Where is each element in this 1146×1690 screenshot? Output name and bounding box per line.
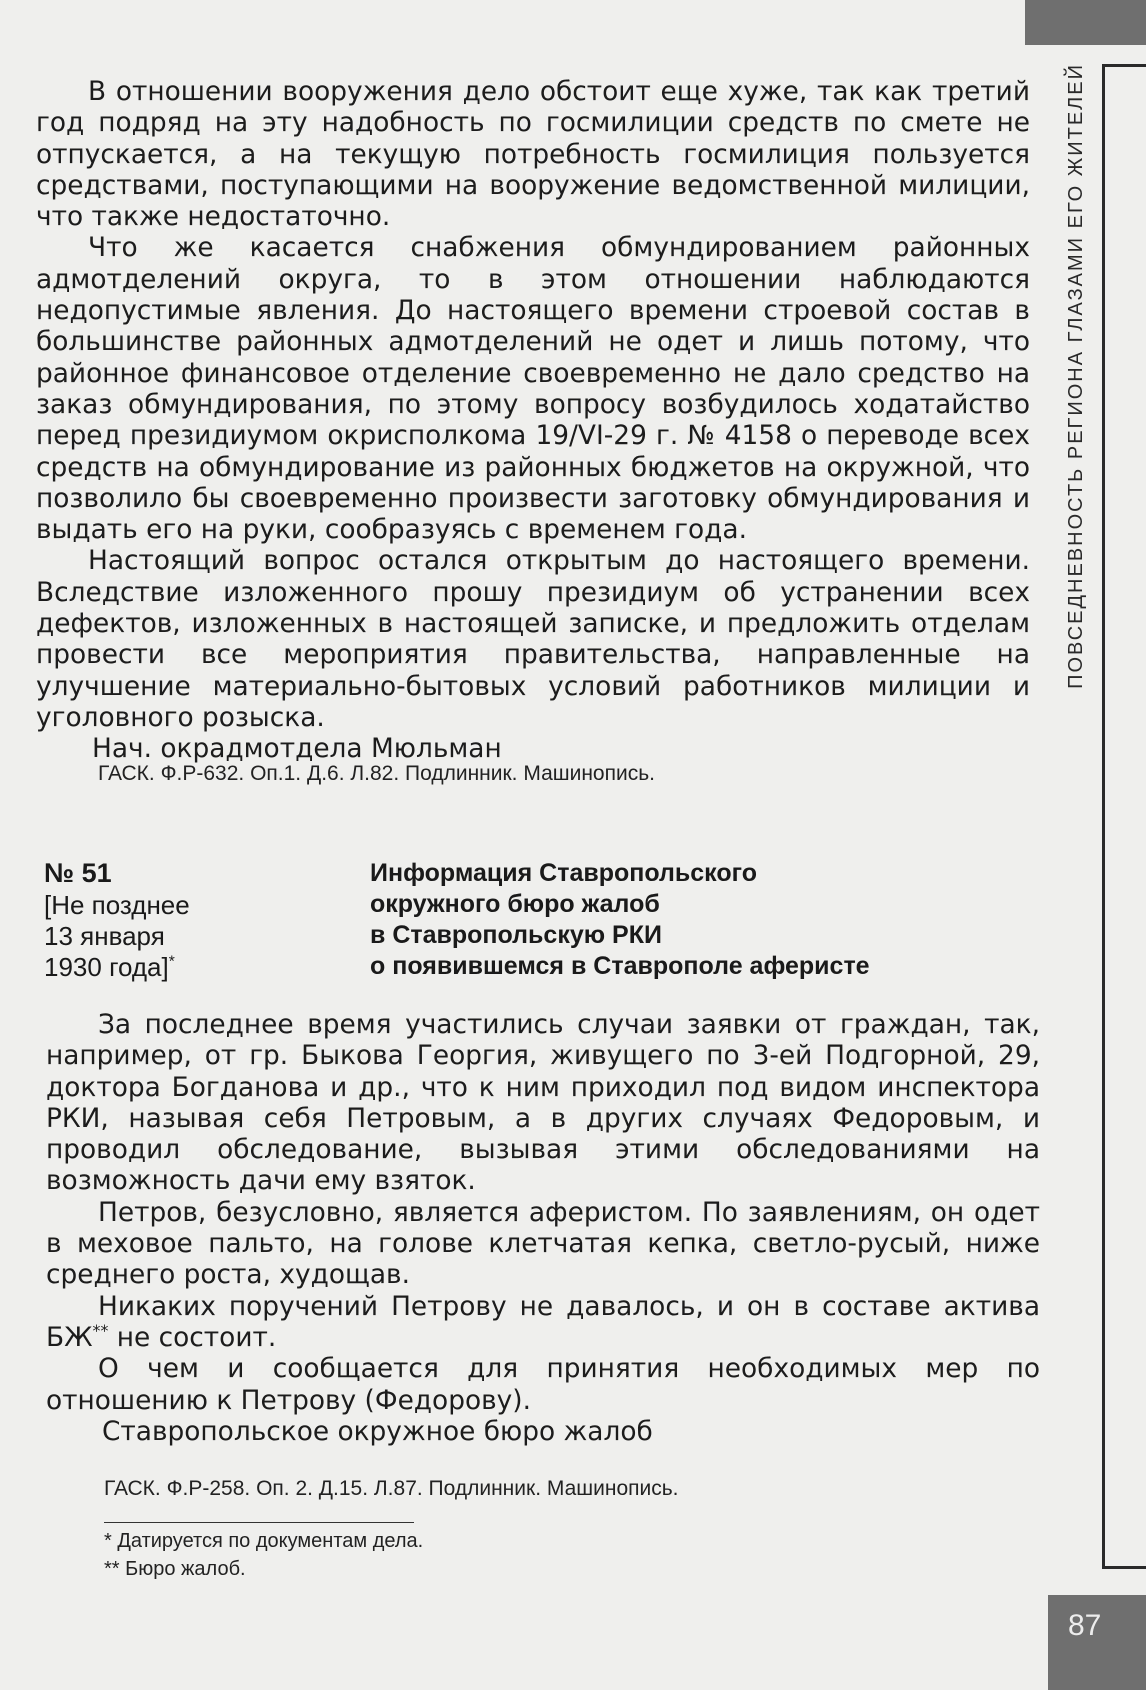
doc50-paragraph: Настоящий вопрос остался открытым до настоящего времени. Вследствие изложенного прошу президиум об устранении всех дефектов, изложенных в настоящей записке, и предложить отделам провести все мероприятия правительства, направленные на улучшение материально-бытовых условий работников милиции и уголовного розыска.	[36, 545, 1030, 733]
footnote-divider	[104, 1522, 414, 1523]
side-running-title	[1058, 64, 1094, 688]
footnote: ** Бюро жалоб.	[104, 1558, 246, 1580]
top-tab-decoration	[1025, 0, 1146, 45]
doc-title-line: в Ставропольскую РКИ	[370, 921, 662, 949]
page-number-box	[1048, 1595, 1146, 1690]
doc50-paragraph: Что же касается снабжения обмундированием районных адмотделений округа, то в этом отношении наблюдаются недопустимые явления. До настоящего времени строевой состав в большинстве районных адмотделений не одет и лишь потому, что районное финансовое отделение своевременно не дало средство на заказ обмундирования, по этому вопросу возбудилось ходатайство перед президиумом окрисполкома 19/VI-29 г. № 4158 о переводе всех средств на обмундирование из районных бюджетов на окружной, что позволило бы своевременно произвести заготовку обмундирования и выдать его на руки, сообразуясь с временем года.	[36, 232, 1030, 546]
doc51-header	[44, 858, 1034, 988]
doc-title-line: о появившемся в Ставрополе аферисте	[370, 952, 870, 980]
doc51-signature: Ставропольское окружное бюро жалоб	[102, 1415, 653, 1447]
doc-title-line: окружного бюро жалоб	[370, 890, 660, 918]
doc51-paragraph: Петров, безусловно, является аферистом. По заявлениям, он одет в меховое пальто, на голове клетчатая кепка, светло-русый, ниже среднего роста, худощав.	[46, 1196, 1040, 1291]
doc-title	[370, 858, 870, 982]
doc51-source: ГАСК. Ф.Р-258. Оп. 2. Д.15. Л.87. Подлинник. Машинопись.	[104, 1477, 679, 1500]
doc51-paragraph: За последнее время участились случаи заявки от граждан, так, например, от гр. Быкова Георгия, живущего по 3-ей Подгорной, 29, доктора Богданова и др., что к ним приходил под видом инспектора РКИ, называя себя Петровым, а в других случаях Федоровым, и проводил обследование, вызывая этими обследованиями на возможность дачи ему взяток.	[46, 1009, 1040, 1197]
page-number: 87	[1068, 1609, 1102, 1642]
doc51-body	[46, 1009, 1040, 1447]
doc51-paragraph: Никаких поручений Петрову не давалось, и он в составе актива БЖ** не состоит.	[46, 1290, 1040, 1353]
footnotes	[104, 1527, 423, 1583]
footnote: * Датируется по документам дела.	[104, 1530, 424, 1552]
doc50-body	[36, 76, 1030, 765]
doc50-paragraph: В отношении вооружения дело обстоит еще хуже, так как третий год подряд на эту надобность по госмилиции средств по смете не отпускается, а на текущую потребность госмилиция пользуется средствами, поступающими на вооружение ведомственной милиции, что также недостаточно.	[36, 76, 1030, 233]
footnote-mark: **	[92, 1321, 109, 1341]
doc-date-line: [Не позднее	[44, 890, 190, 920]
doc-date	[44, 890, 190, 983]
side-title-text: ПОВСЕДНЕВНОСТЬ РЕГИОНА ГЛАЗАМИ ЕГО ЖИТЕЛЕЙ	[1064, 63, 1087, 689]
doc51-paragraph: О чем и сообщается для принятия необходимых мер по отношению к Петрову (Федорову).	[46, 1353, 1040, 1416]
page-frame	[1102, 64, 1146, 1569]
doc-date-line: 13 января	[44, 921, 165, 951]
doc-number: № 51	[44, 858, 112, 888]
doc50-source: ГАСК. Ф.Р-632. Оп.1. Д.6. Л.82. Подлинник. Машинопись.	[98, 762, 655, 785]
doc-title-line: Информация Ставропольского	[370, 859, 757, 887]
doc50-signature: Нач. окрадмотдела Мюльман	[92, 733, 502, 765]
footnote-mark: *	[168, 953, 175, 971]
doc-date-line: 1930 года]*	[44, 952, 175, 982]
